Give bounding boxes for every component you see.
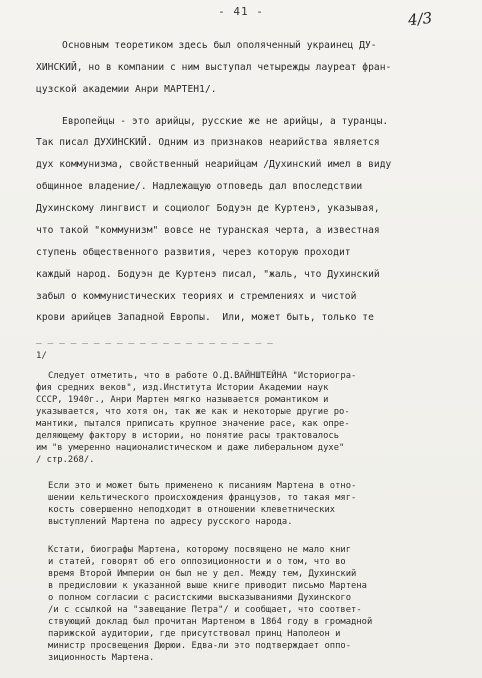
footnote-line: Кстати, биографы Мартена, которому посвящено не мало книг bbox=[48, 545, 352, 555]
footnote-line: /и с ссылкой на "завещание Петра"/ и сообщает, что соответ- bbox=[48, 605, 362, 615]
text-line: общинное владение/. Надлежащую отповедь дал впоследствии bbox=[36, 181, 363, 192]
text-line: Европейцы - это арийцы, русские же не арийцы, а туранцы. bbox=[62, 116, 389, 127]
footnote-line: фия средних веков", изд.Института Истории Академии наук bbox=[36, 383, 329, 393]
text-line: Так писал ДУХИНСКИЙ. Одним из признаков неарийства является bbox=[36, 137, 380, 148]
text-line: Основным теоретиком здесь был ополяченный украинец ДУ- bbox=[62, 40, 377, 51]
footnote-line: Следует отметить, что в работе О.Д.ВАЙНШТЕЙНА "Историогра- bbox=[48, 371, 357, 381]
text-line: ступень общественного развития, через которую проходит bbox=[36, 247, 351, 258]
text-line: что такой "коммунизм" вовсе не туранская черта, а известная bbox=[36, 225, 380, 236]
page-number: - 41 - bbox=[218, 5, 264, 18]
footnote-line: ствующий доклад был прочитан Мартеном в 1864 году в громадной bbox=[48, 617, 373, 627]
footnote-line: кость совершенно неподходит в отношении клеветнических bbox=[48, 505, 336, 515]
footnote-line: деляющему фактору в истории, но понятие расы трактовалось bbox=[36, 431, 340, 441]
text-line: цузской академии Анри МАРТЕН1/. bbox=[36, 84, 217, 95]
footnote-line: в предисловии к указанной выше книге приводит письмо Мартена bbox=[48, 581, 367, 591]
text-line: Духинскому лингвист и социолог Бодуэн де Куртенэ, указывая, bbox=[36, 203, 380, 214]
footnote-line: Если это и может быть применено к писаниям Мартена в отно- bbox=[48, 481, 357, 491]
footnote-marker: 1/ bbox=[36, 351, 47, 361]
footnote-line: министр просвещения Дюрюи. Едва-ли это подтверждает оппо- bbox=[48, 641, 352, 651]
footnote-line: и статей, говорят об его оппозиционности и о том, что во bbox=[48, 557, 346, 567]
footnote-line: им "в умеренно националистическом и даже либеральном духе" bbox=[36, 443, 345, 453]
footnote-line: выступлений Мартена по адресу русского народа. bbox=[48, 517, 293, 527]
footnote-separator: _ _ _ _ _ _ _ _ _ _ _ _ _ _ _ _ _ _ _ _ _ bbox=[36, 333, 273, 344]
handwritten-page-mark: 4/3 bbox=[407, 8, 434, 30]
text-line: забыл о коммунистических теориях и стремлениях и чистой bbox=[36, 291, 357, 302]
footnote-line: шении кельтического происхождения французов, то такая мяг- bbox=[48, 493, 357, 503]
text-line: ХИНСКИЙ, но в компании с ним выступал четырежды лауреат фран- bbox=[36, 62, 392, 73]
footnote-line: указывается, что хотя он, так же как и некоторые другие ро- bbox=[36, 407, 350, 417]
footnote-line: мантики, пытался приписать крупное значение расе, как опре- bbox=[36, 419, 350, 429]
text-line: дух коммунизма, свойственный неарийцам /Духинский имел в виду bbox=[36, 159, 392, 170]
footnote-line: / стр.268/. bbox=[36, 455, 95, 465]
footnote-line: о полном согласии с расистскими высказываниями Духинского bbox=[48, 593, 352, 603]
footnote-line: время Второй Империи он был не у дел. Между тем, Духинский bbox=[48, 569, 357, 579]
text-line: крови арийцев Западной Европы. Или, может быть, только те bbox=[36, 312, 374, 323]
text-line: каждый народ. Бодуэн де Куртенэ писал, "жаль, что Духинский bbox=[36, 269, 380, 280]
footnote-line: зиционность Мартена. bbox=[48, 653, 155, 663]
footnote-line: парижской аудитории, где присутствовал принц Наполеон и bbox=[48, 629, 341, 639]
footnote-line: СССР, 1940г., Анри Мартен мягко называется романтиком и bbox=[36, 395, 329, 405]
